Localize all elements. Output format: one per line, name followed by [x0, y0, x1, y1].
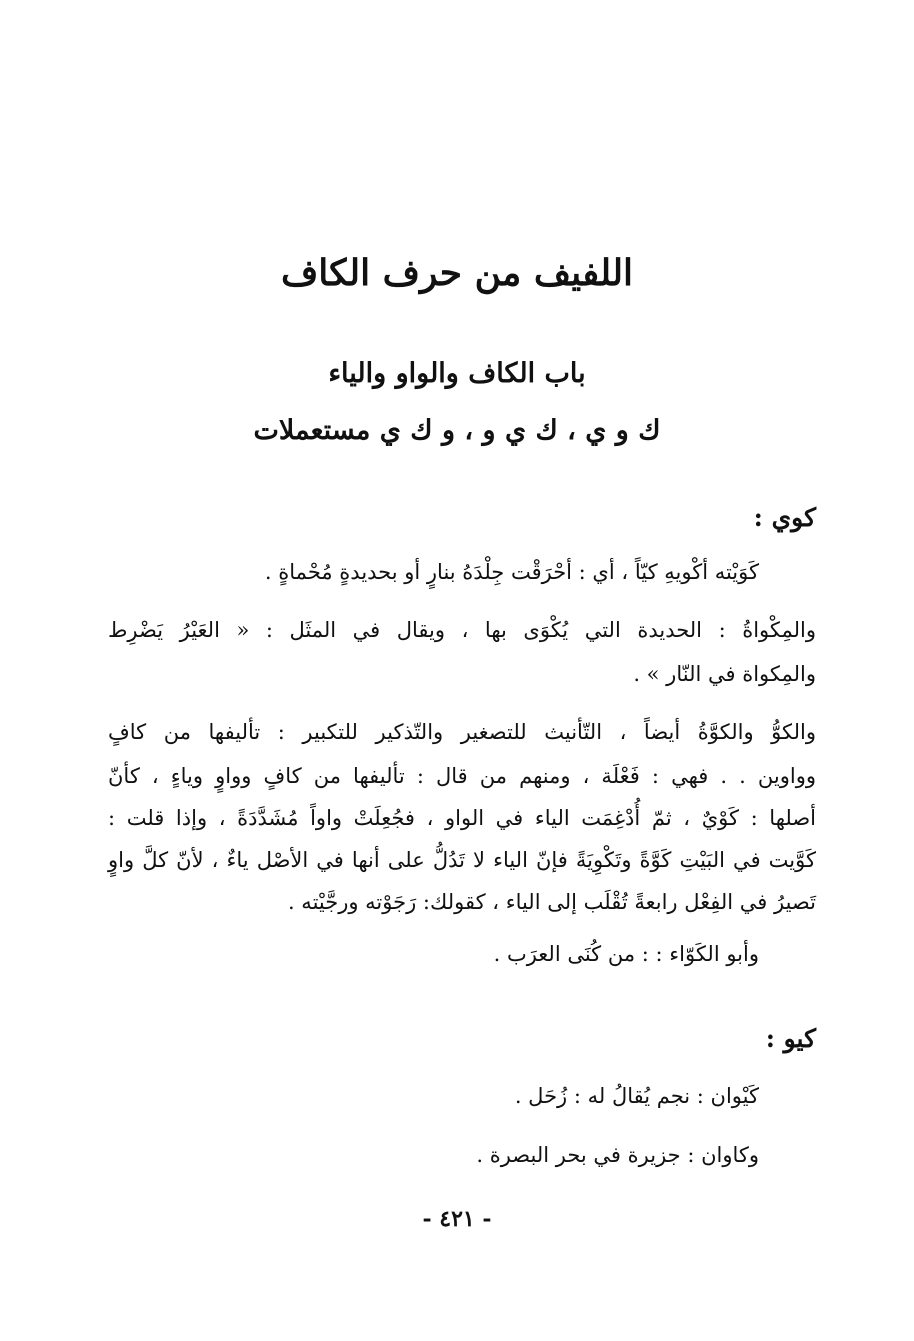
section-title: باب الكاف والواو والياء: [328, 358, 586, 389]
entry-text-line: وكاوان : جزيرة في بحر البصرة .: [476, 1143, 759, 1167]
entry-text-line: والمِكْواةُ : الحديدة التي يُكْوَى بها ، ويقال في المثَل : « العَيْرُ يَضْرِط: [108, 618, 816, 642]
entry-text-line: كَيْوان : نجم يُقالُ له : زُحَل .: [514, 1084, 759, 1108]
entry-text-line: والكوُّ والكوَّةُ أيضاً ، التّأنيث للتصغير والتّذكير للتكبير : تأليفها من كافٍ: [108, 720, 816, 744]
entry-headword-kyw: كيو :: [765, 1024, 816, 1053]
entry-text-line: كَوَيْته أكْويهِ كيّاً ، أي : أحْرَقْت جِلْدَهُ بنارٍ أو بحديدةٍ مُحْماةٍ .: [264, 560, 759, 584]
entry-text-line: تَصيرُ في الفِعْل رابعةً تُقْلَب إلى الياء ، كقولك: رَجَوْته ورجَّيْته .: [287, 890, 816, 914]
entry-text-line: وأبو الكَوّاء : : من كُنَى العرَب .: [493, 942, 759, 966]
entry-text-line: والمِكواة في النّار » .: [633, 662, 816, 686]
section-roots: ك و ي ، ك ي و ، و ك ي مستعملات: [253, 415, 661, 446]
entry-text-line: أصلها : كَوْيٌ ، ثمّ أُدْغِمَت الياء في الواو ، فجُعِلَتْ واواً مُشَدَّدَةً ، وإذا قلت :: [108, 806, 816, 830]
entry-headword-kwy: كوي :: [753, 503, 816, 532]
chapter-title: اللفيف من حرف الكاف: [280, 252, 634, 294]
entry-text-line: كَوَّيت في البَيْتِ كَوَّةً وتَكْوِيَةً فإنّ الياء لا تَدُلُّ على أنها في الأصْل ياءٌ ، لأنّ كلَّ واوٍ: [108, 848, 816, 872]
entry-text-line: وواوين . . فهي : فَعْلَة ، ومنهم من قال : تأليفها من كافٍ وواوٍ وياءٍ ، كأنّ: [108, 764, 816, 788]
page-number: - ٤٢١ -: [422, 1206, 492, 1232]
